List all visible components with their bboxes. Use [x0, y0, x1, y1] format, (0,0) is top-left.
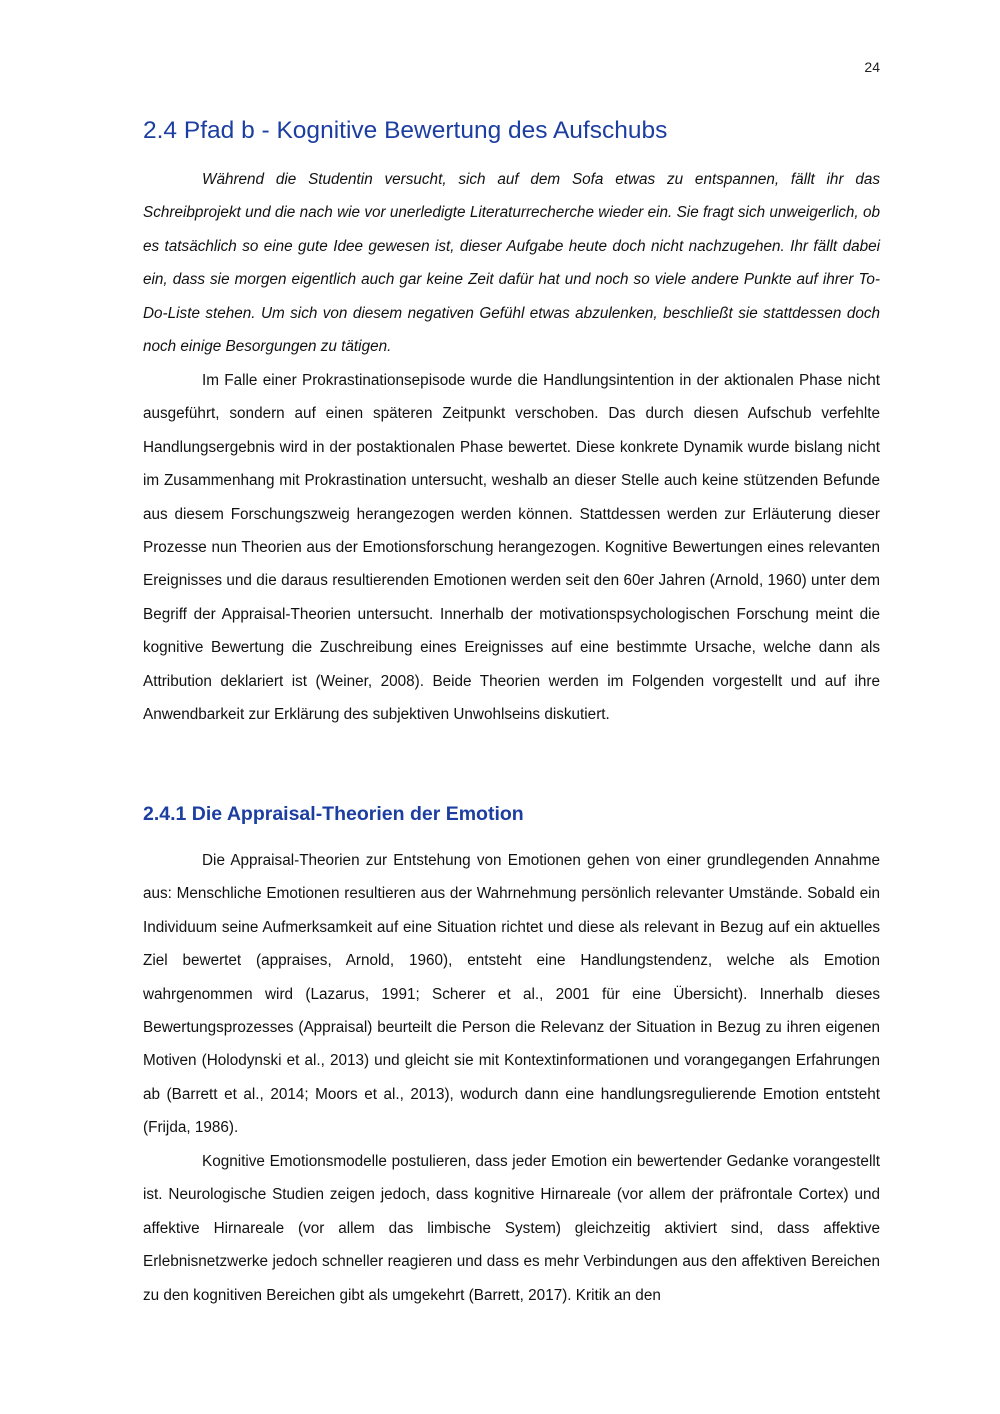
body-paragraph: Im Falle einer Prokrastinationsepisode wurde die Handlungsintention in der aktionalen Phase nicht ausgeführt, sondern auf einen späteren Zeitpunkt verschoben. Das durch diesen Aufschub verfehlte Handlungsergebnis wird in der postaktionalen Phase bewertet. Diese konkrete Dynamik wurde bislang nicht im Zusammenhang mit Prokrastination untersucht, weshalb an dieser Stelle auch keine stützenden Befunde aus diesem Forschungszweig herangezogen werden können. Stattdessen werden zur Erläuterung dieser Prozesse nun Theorien aus der Emotionsforschung herangezogen. Kognitive Bewertungen eines relevanten Ereignisses und die daraus resultierenden Emotionen werden seit den 60er Jahren (Arnold, 1960) unter dem Begriff der Appraisal-Theorien untersucht. Innerhalb der motivationspsychologischen Forschung meint die kognitive Bewertung die Zuschreibung eines Ereignisses auf eine bestimmte Ursache, welche dann als Attribution deklariert ist (Weiner, 2008). Beide Theorien werden im Folgenden vorgestellt und auf ihre Anwendbarkeit zur Erklärung des subjektiven Unwohlseins diskutiert.	[143, 372, 880, 724]
section-heading: 2.4 Pfad b - Kognitive Bewertung des Aufschubs	[143, 117, 668, 144]
subsection-heading: 2.4.1 Die Appraisal-Theorien der Emotion	[143, 803, 524, 825]
vignette-paragraph: Während die Studentin versucht, sich auf dem Sofa etwas zu entspannen, fällt ihr das Schreibprojekt und die nach wie vor unerledigte Literaturrecherche wieder ein. Sie fragt sich unweigerlich, ob es tatsächlich so eine gute Idee gewesen ist, dieser Aufgabe heute doch nicht nachzugehen. Ihr fällt dabei ein, dass sie morgen eigentlich auch gar keine Zeit dafür hat und noch so viele andere Punkte auf ihrer To-Do-Liste stehen. Um sich von diesem negativen Gefühl etwas abzulenken, beschließt sie stattdessen doch noch einige Besorgungen zu tätigen.	[143, 171, 880, 356]
body-paragraph: Kognitive Emotionsmodelle postulieren, dass jeder Emotion ein bewertender Gedanke vorangestellt ist. Neurologische Studien zeigen jedoch, dass kognitive Hirnareale (vor allem der präfrontale Cortex) und affektive Hirnareale (vor allem das limbische System) gleichzeitig aktiviert sind, dass affektive Erlebnisnetzwerke jedoch schneller reagieren und dass es mehr Verbindungen aus den affektiven Bereichen zu den kognitiven Bereichen gibt als umgekehrt (Barrett, 2017). Kritik an den	[143, 1153, 880, 1304]
page-number: 24	[864, 59, 880, 75]
body-paragraph: Die Appraisal-Theorien zur Entstehung von Emotionen gehen von einer grundlegenden Annahme aus: Menschliche Emotionen resultieren aus der Wahrnehmung persönlich relevanter Umstände. Sobald ein Individuum seine Aufmerksamkeit auf eine Situation richtet und diese als relevant in Bezug auf ein aktuelles Ziel bewertet (appraises, Arnold, 1960), entsteht eine Handlungstendenz, welche als Emotion wahrgenommen wird (Lazarus, 1991; Scherer et al., 2001 für eine Übersicht). Innerhalb dieses Bewertungsprozesses (Appraisal) beurteilt die Person die Relevanz der Situation in Bezug zu ihren eigenen Motiven (Holodynski et al., 2013) und gleicht sie mit Kontextinformationen und vorangegangen Erfahrungen ab (Barrett et al., 2014; Moors et al., 2013), wodurch dann eine handlungsregulierende Emotion entsteht (Frijda, 1986).	[143, 852, 880, 1137]
